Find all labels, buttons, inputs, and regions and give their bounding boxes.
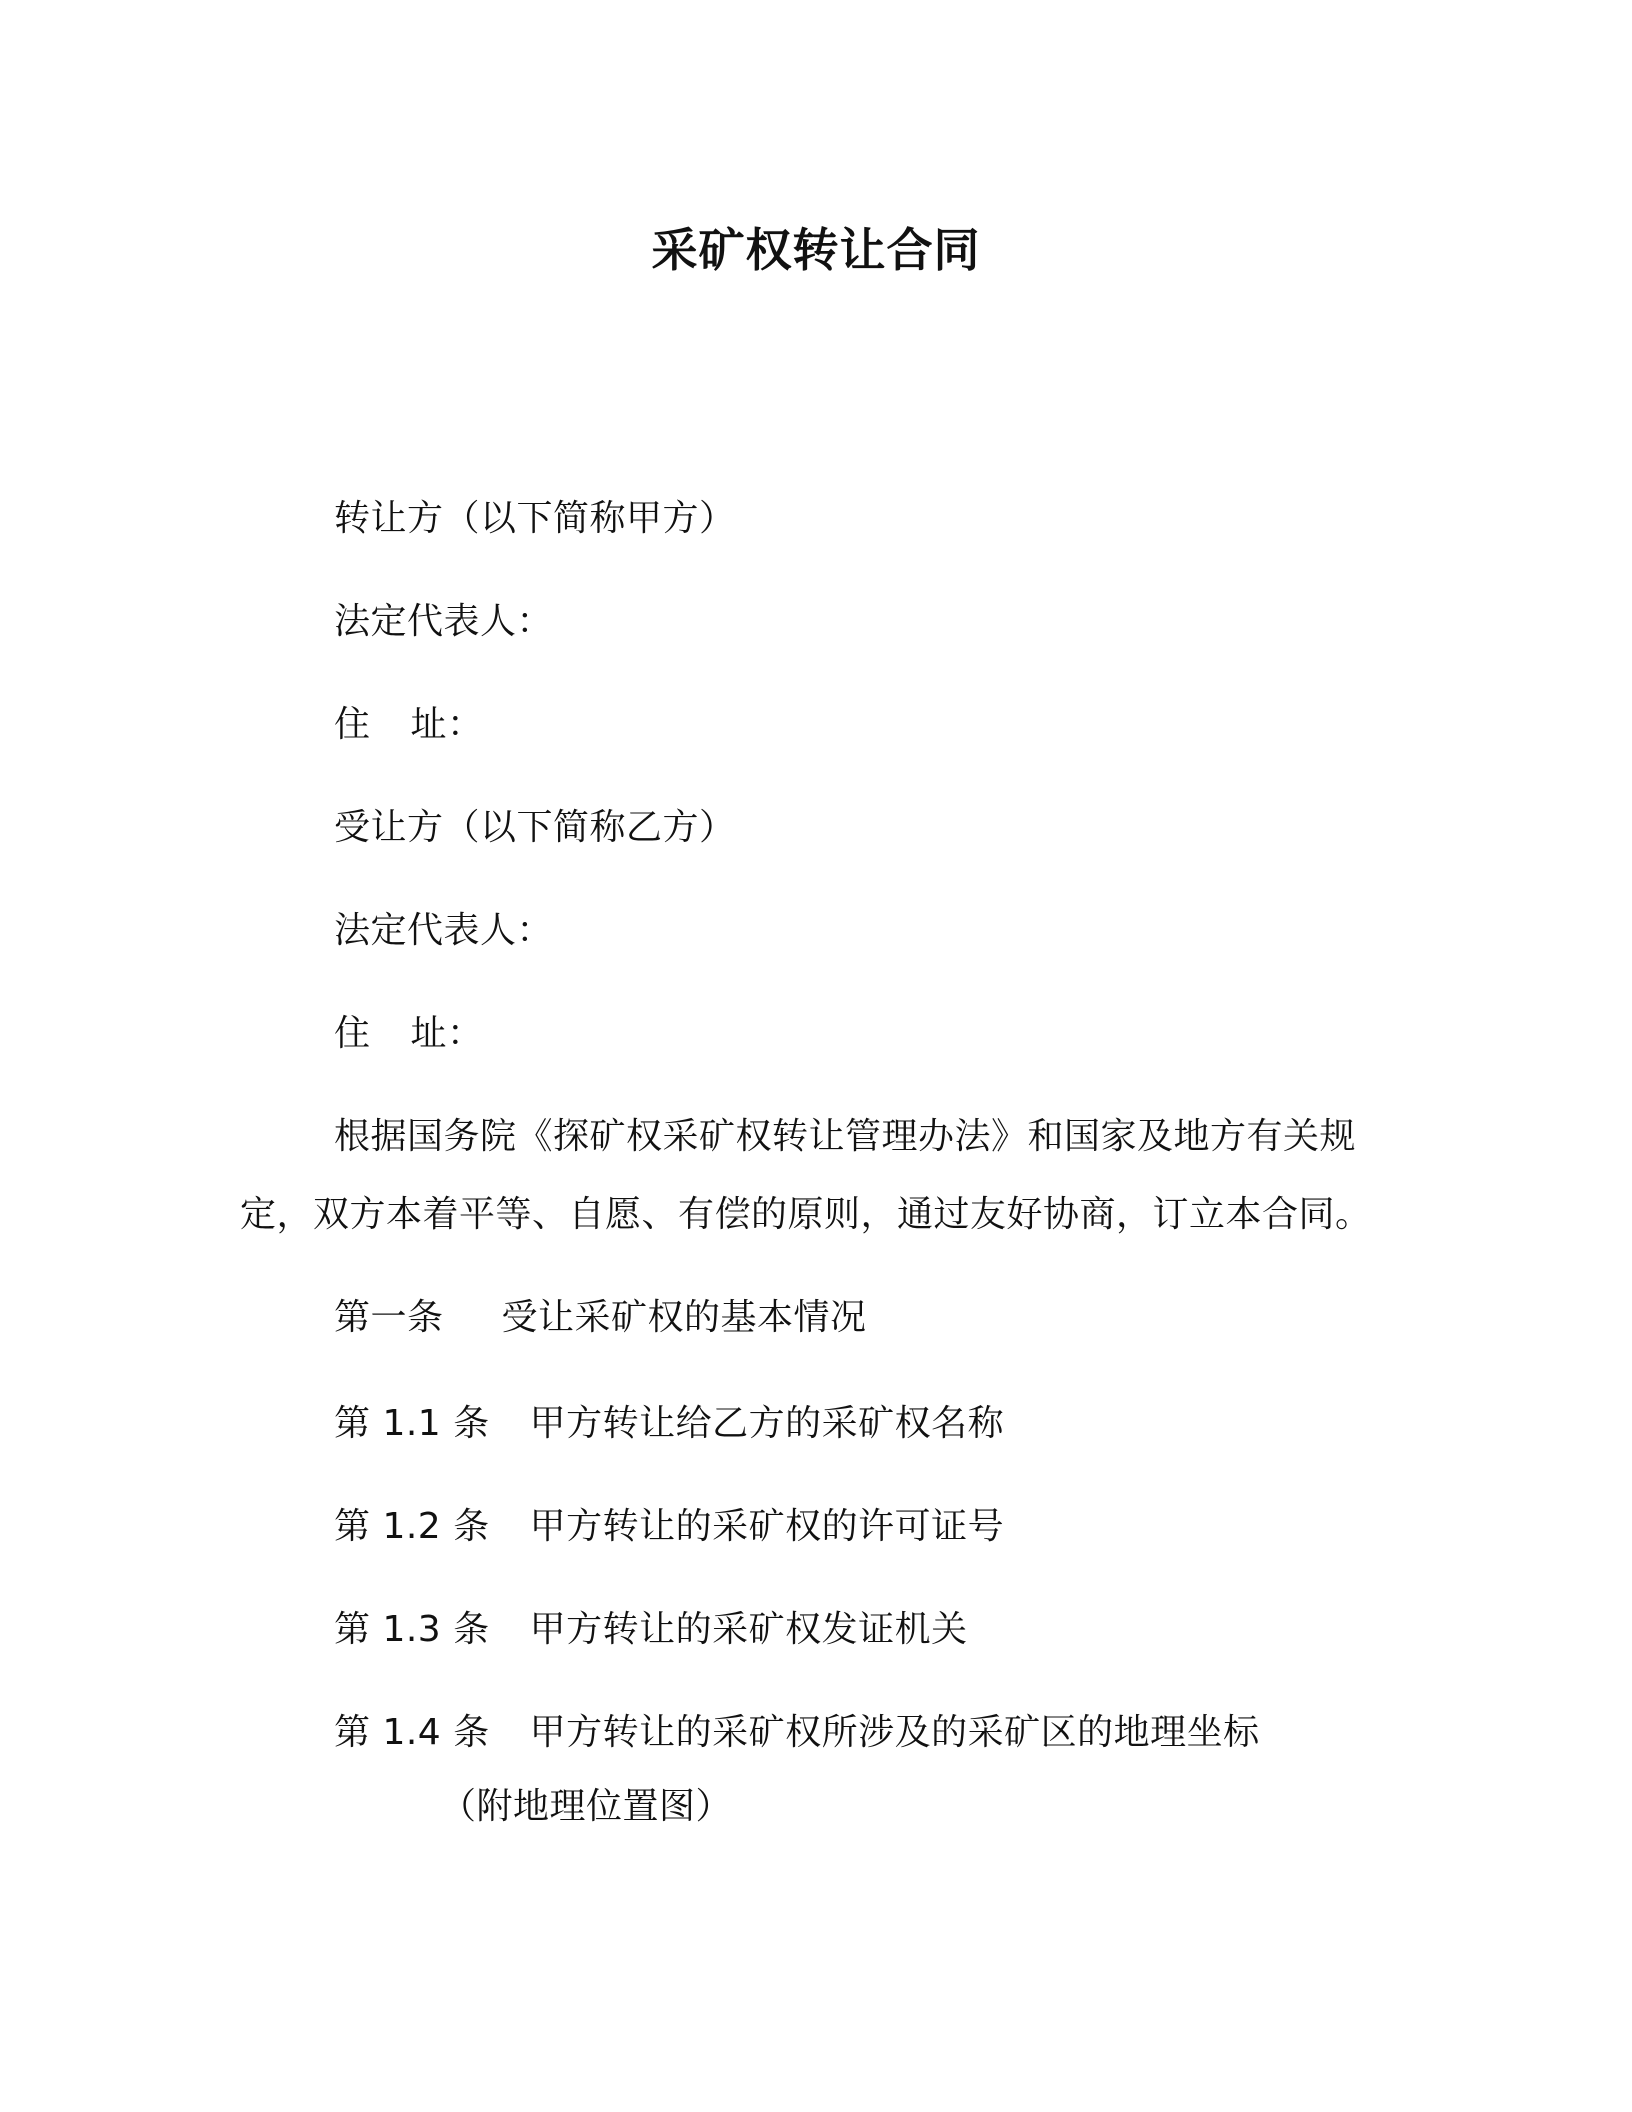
transferee-address-char1: 住 (334, 1013, 371, 1054)
contract-title: 采矿权转让合同 (651, 223, 981, 277)
transferor-address-char2: 址： (410, 704, 484, 745)
clause-1-1 (334, 1402, 1004, 1446)
clause-1-3 (334, 1608, 968, 1652)
transferee-rep: 法定代表人： (334, 910, 554, 951)
transferor-rep: 法定代表人： (334, 601, 554, 642)
clause-1-4 (334, 1711, 1260, 1755)
transferor-address-char1: 住 (334, 704, 371, 745)
clause-1-4-note: （附地理位置图） (440, 1786, 733, 1827)
clause-1-2 (334, 1505, 1004, 1549)
clause-number: 第 1.4 条 (334, 1712, 490, 1753)
transferee-address (334, 1012, 484, 1056)
preamble-line-1: 根据国务院《探矿权采矿权转让管理办法》和国家及地方有关规 (334, 1116, 1357, 1157)
article-1-title: 受让采矿权的基本情况 (501, 1297, 867, 1338)
transferor-label: 转让方（以下简称甲方） (334, 498, 736, 539)
transferee-address-char2: 址： (410, 1013, 484, 1054)
preamble-line-2: 定，双方本着平等、自愿、有偿的原则，通过友好协商，订立本合同。 (240, 1194, 1372, 1235)
clause-text: 甲方转让的采矿权的许可证号 (529, 1506, 1005, 1547)
clause-number: 第 1.2 条 (334, 1506, 490, 1547)
transferee-label: 受让方（以下简称乙方） (334, 807, 736, 848)
transferor-address (334, 703, 484, 747)
clause-text: 甲方转让的采矿权所涉及的采矿区的地理坐标 (529, 1712, 1260, 1753)
clause-text: 甲方转让给乙方的采矿权名称 (529, 1403, 1005, 1444)
clause-text: 甲方转让的采矿权发证机关 (529, 1609, 968, 1650)
clause-number: 第 1.1 条 (334, 1403, 490, 1444)
article-1-number: 第一条 (334, 1297, 444, 1338)
article-1-heading (334, 1296, 867, 1340)
clause-number: 第 1.3 条 (334, 1609, 490, 1650)
